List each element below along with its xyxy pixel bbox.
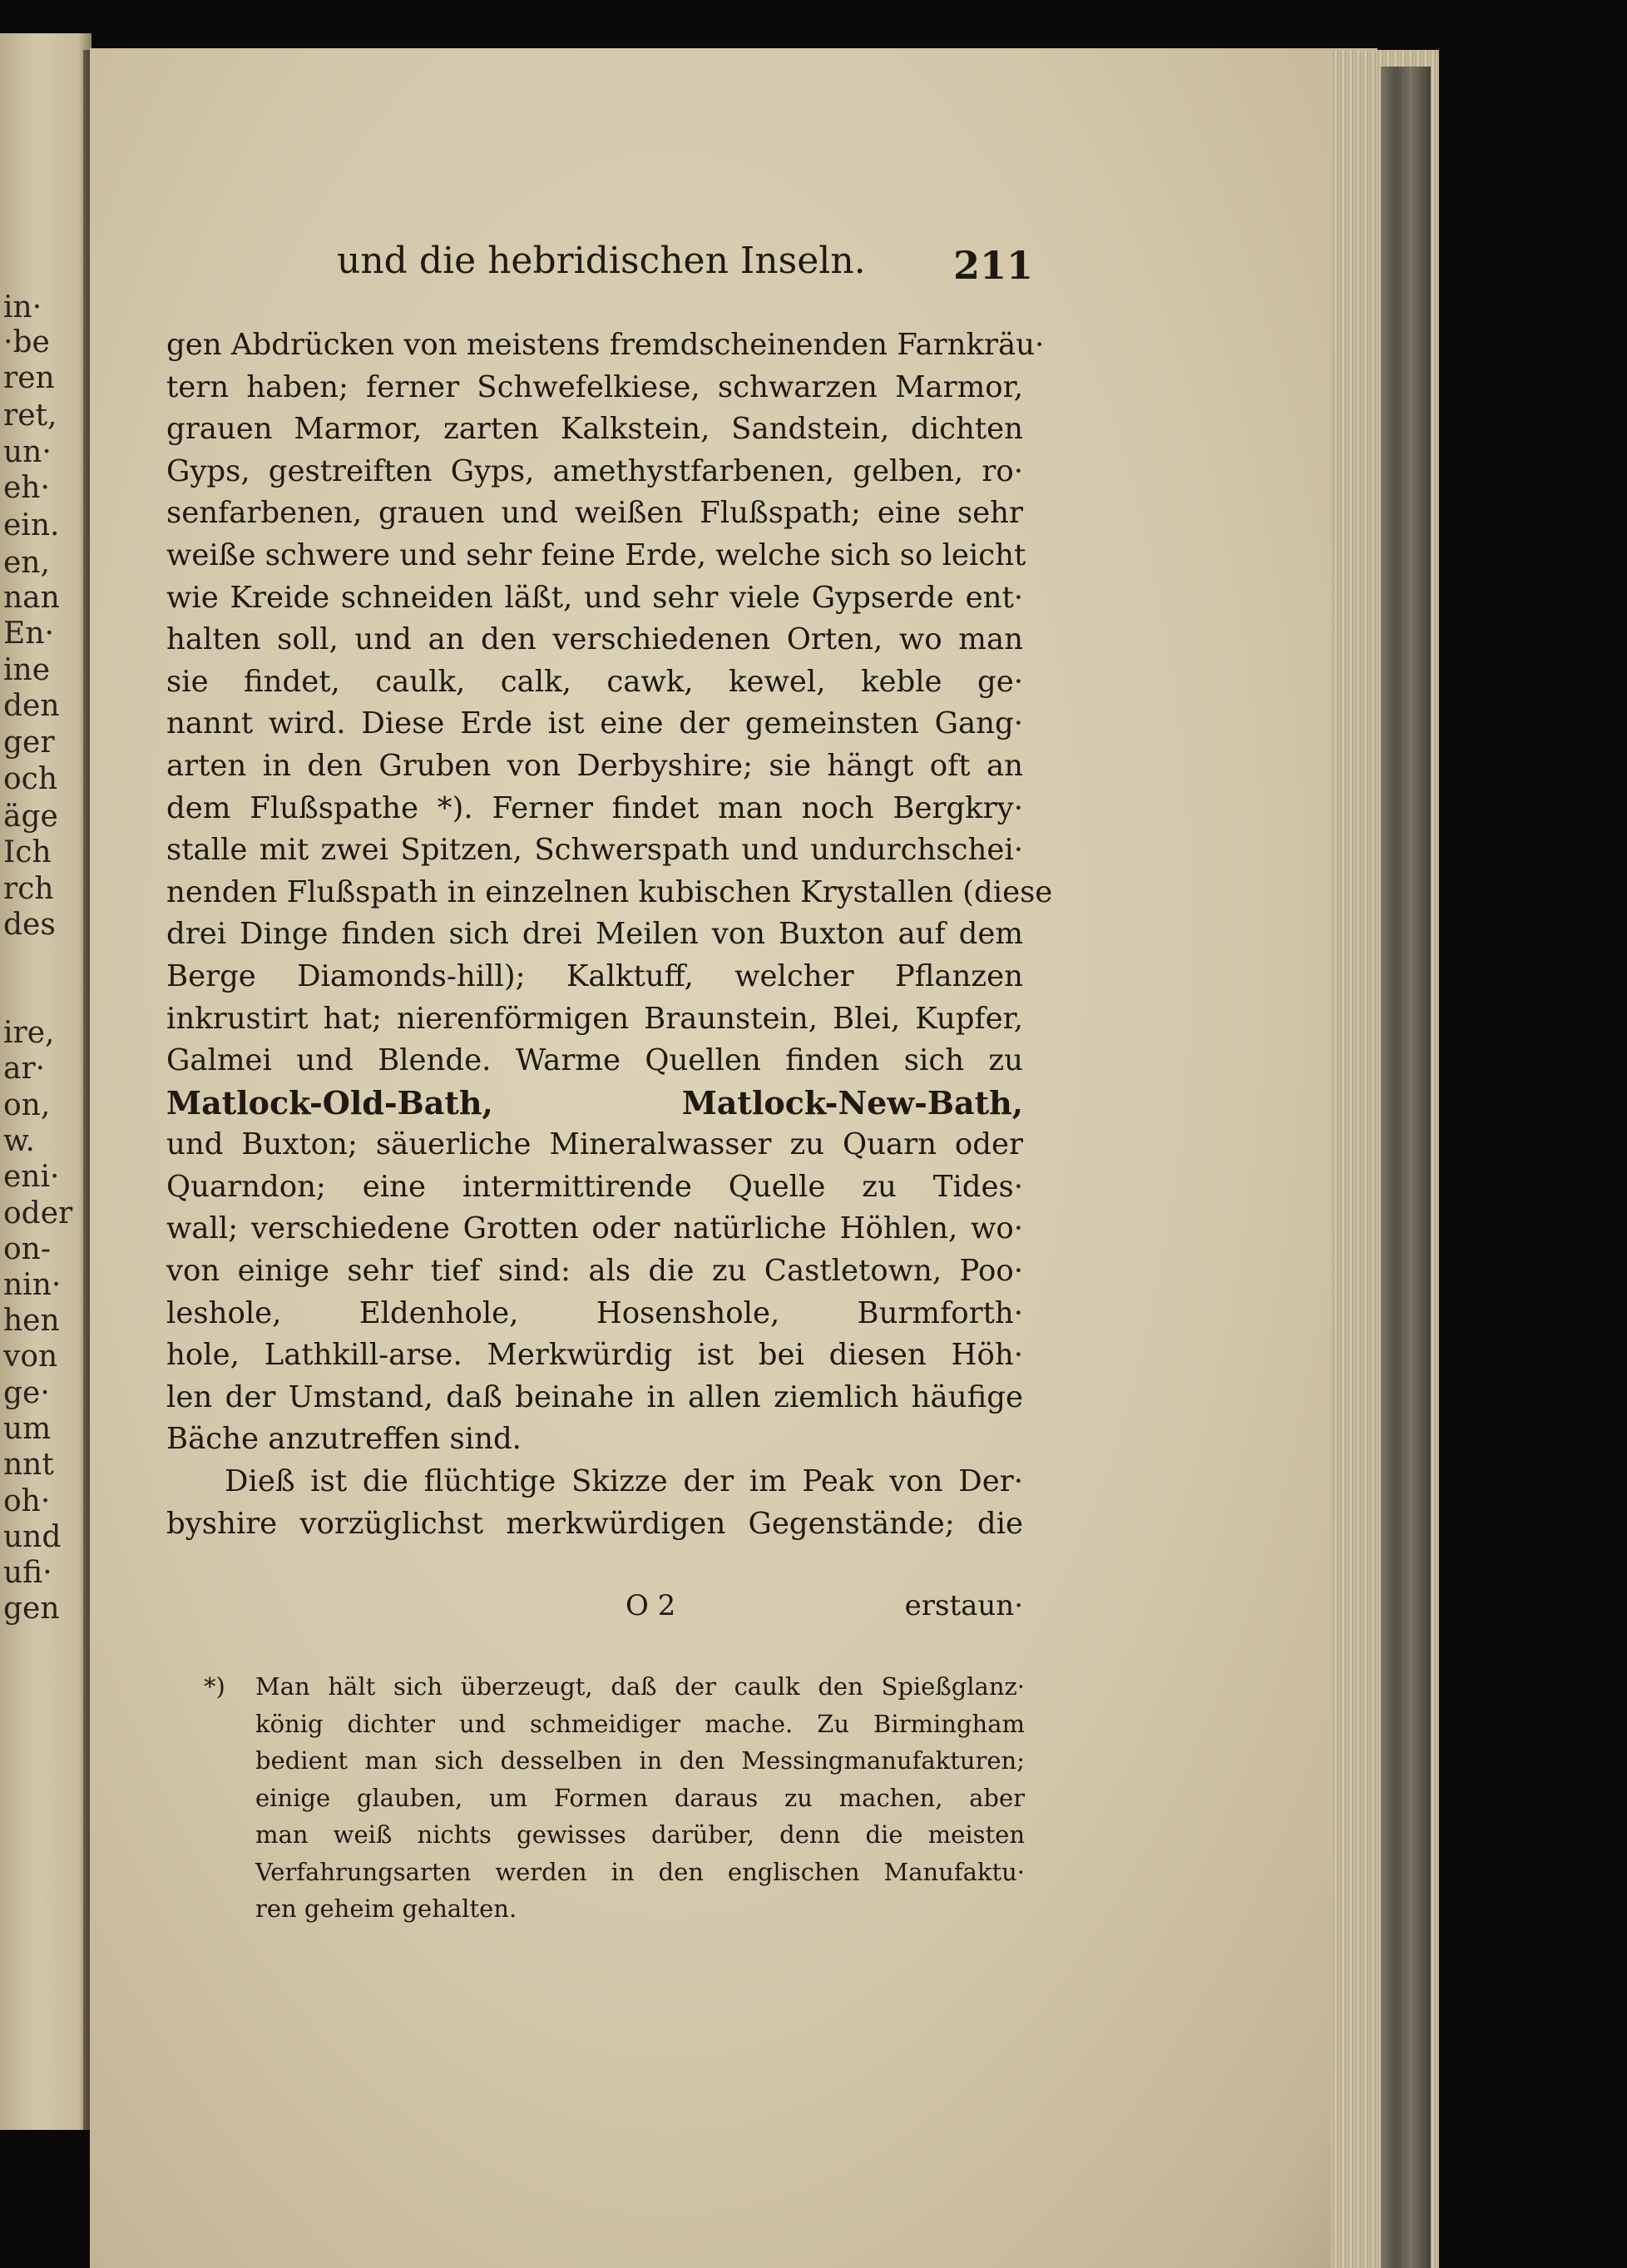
- text-line: weiße schwere und sehr feine Erde, welche sich so leicht: [166, 537, 1026, 572]
- text-line: Quarndon; eine intermittirende Quelle zu Tides·: [166, 1169, 1023, 1204]
- text-line: len der Umstand, daß beinahe in allen ziemlich häufige: [166, 1379, 1023, 1414]
- margin-fragment: um: [3, 1412, 52, 1446]
- margin-fragment: ufi·: [3, 1556, 52, 1590]
- text-line: tern haben; ferner Schwefelkiese, schwarzen Marmor,: [166, 369, 1023, 404]
- left-page-edge: [0, 33, 91, 2130]
- body-text: [166, 324, 1053, 1545]
- text-line: Galmei und Blende. Warme Quellen finden sich zu: [166, 1043, 1023, 1078]
- footnote-line: könig dichter und schmeidiger mache. Zu Birmingham: [255, 1709, 1025, 1738]
- margin-fragment: w.: [3, 1124, 35, 1158]
- text-line: inkrustirt hat; nierenförmigen Braunstein, Blei, Kupfer,: [166, 1001, 1023, 1036]
- margin-fragment: und: [3, 1520, 62, 1554]
- running-title: und die hebridischen Inseln.: [337, 240, 866, 282]
- margin-fragment: och: [3, 762, 58, 796]
- text-line: Gyps, gestreiften Gyps, amethystfarbenen, gelben, ro·: [166, 453, 1023, 488]
- text-line: wall; verschiedene Grotten oder natürliche Höhlen, wo·: [166, 1211, 1023, 1246]
- text-line: dem Flußspathe *). Ferner findet man noch Bergkry·: [166, 790, 1023, 825]
- margin-fragment: ge·: [3, 1376, 50, 1410]
- footnote-line: man weiß nichts gewisses darüber, denn die meisten: [255, 1820, 1025, 1849]
- text-line: senfarbenen, grauen und weißen Flußspath; eine sehr: [166, 496, 1023, 531]
- margin-fragment: von: [3, 1340, 58, 1374]
- margin-fragment: ine: [3, 653, 51, 687]
- text-line: nenden Flußspath in einzelnen kubischen Krystallen (diese: [166, 874, 1053, 909]
- margin-fragment: den: [3, 689, 60, 723]
- margin-fragment: äge: [3, 800, 58, 834]
- text-line: halten soll, und an den verschiedenen Orten, wo man: [166, 622, 1023, 657]
- footnote-line: ren geheim gehalten.: [255, 1894, 517, 1923]
- footnote-line: bedient man sich desselben in den Messingmanufakturen;: [255, 1746, 1025, 1775]
- text-line: wie Kreide schneiden läßt, und sehr viele Gypserde ent·: [166, 580, 1023, 615]
- text-line: gen Abdrücken von meistens fremdscheinenden Farnkräu·: [166, 328, 1045, 362]
- footnote-line: einige glauben, um Formen daraus zu machen, aber: [255, 1783, 1025, 1812]
- margin-fragment: ret,: [3, 399, 57, 433]
- margin-fragment: ger: [3, 725, 55, 760]
- margin-fragment: ar·: [3, 1052, 46, 1086]
- margin-fragment: on,: [3, 1088, 51, 1122]
- margin-fragment: oh·: [3, 1484, 51, 1518]
- margin-fragment: En·: [3, 617, 54, 651]
- text-line: arten in den Gruben von Derbyshire; sie hängt oft an: [166, 748, 1023, 783]
- margin-fragment: eni·: [3, 1160, 60, 1194]
- text-line: Matlock-Old-Bath, Matlock-New-Bath,: [166, 1083, 1023, 1122]
- margin-fragment: hen: [3, 1304, 60, 1338]
- text-line: und Buxton; säuerliche Mineralwasser zu Quarn oder: [166, 1127, 1023, 1162]
- text-line: drei Dinge finden sich drei Meilen von Buxton auf dem: [166, 917, 1023, 952]
- margin-fragment: nin·: [3, 1268, 62, 1302]
- catchword: erstaun·: [904, 1589, 1023, 1622]
- text-line: Dieß ist die flüchtige Skizze der im Peak von Der·: [225, 1464, 1023, 1499]
- margin-fragment: in·: [3, 290, 42, 324]
- margin-fragment: ein.: [3, 508, 60, 542]
- margin-fragment: ·be: [3, 325, 50, 359]
- text-line: Bäche anzutreffen sind.: [166, 1422, 522, 1457]
- margin-fragment: des: [3, 908, 56, 942]
- text-line: von einige sehr tief sind: als die zu Castletown, Poo·: [166, 1254, 1023, 1289]
- text-line: nannt wird. Diese Erde ist eine der gemeinsten Gang·: [166, 706, 1023, 741]
- margin-fragment: un·: [3, 435, 52, 469]
- margin-fragment: oder: [3, 1196, 73, 1231]
- text-line: leshole, Eldenhole, Hosenshole, Burmforth·: [166, 1295, 1023, 1330]
- margin-fragment: ire,: [3, 1016, 55, 1050]
- margin-fragment: ren: [3, 361, 55, 395]
- text-line: hole, Lathkill-arse. Merkwürdig ist bei diesen Höh·: [166, 1338, 1023, 1373]
- page-number: 211: [953, 243, 1034, 288]
- margin-fragment: nan: [3, 581, 60, 615]
- margin-fragment: nnt: [3, 1448, 54, 1482]
- text-line: grauen Marmor, zarten Kalkstein, Sandstein, dichten: [166, 412, 1023, 447]
- signature-line: [166, 1589, 1023, 1627]
- text-line: byshire vorzüglichst merkwürdigen Gegenstände; die: [166, 1506, 1023, 1541]
- footnote-line: Man hält sich überzeugt, daß der caulk den Spießglanz·: [255, 1672, 1025, 1701]
- margin-fragment: Ich: [3, 835, 52, 869]
- cover-edge: [1381, 67, 1431, 2268]
- margin-fragment: gen: [3, 1592, 60, 1626]
- margin-fragment: en,: [3, 546, 50, 580]
- text-line: sie findet, caulk, calk, cawk, kewel, keble ge·: [166, 664, 1023, 699]
- footnote-line: Verfahrungsarten werden in den englischen Manufaktu·: [255, 1857, 1025, 1886]
- footnote-marker: *): [204, 1672, 225, 1701]
- footnote: [204, 1668, 1025, 1928]
- signature-mark: O 2: [626, 1589, 676, 1622]
- margin-fragment: eh·: [3, 471, 50, 505]
- text-line: Berge Diamonds-hill); Kalktuff, welcher Pflanzen: [166, 958, 1023, 993]
- text-line: stalle mit zwei Spitzen, Schwerspath und undurchschei·: [166, 833, 1023, 868]
- margin-fragment: rch: [3, 872, 54, 906]
- margin-fragment: on-: [3, 1232, 52, 1266]
